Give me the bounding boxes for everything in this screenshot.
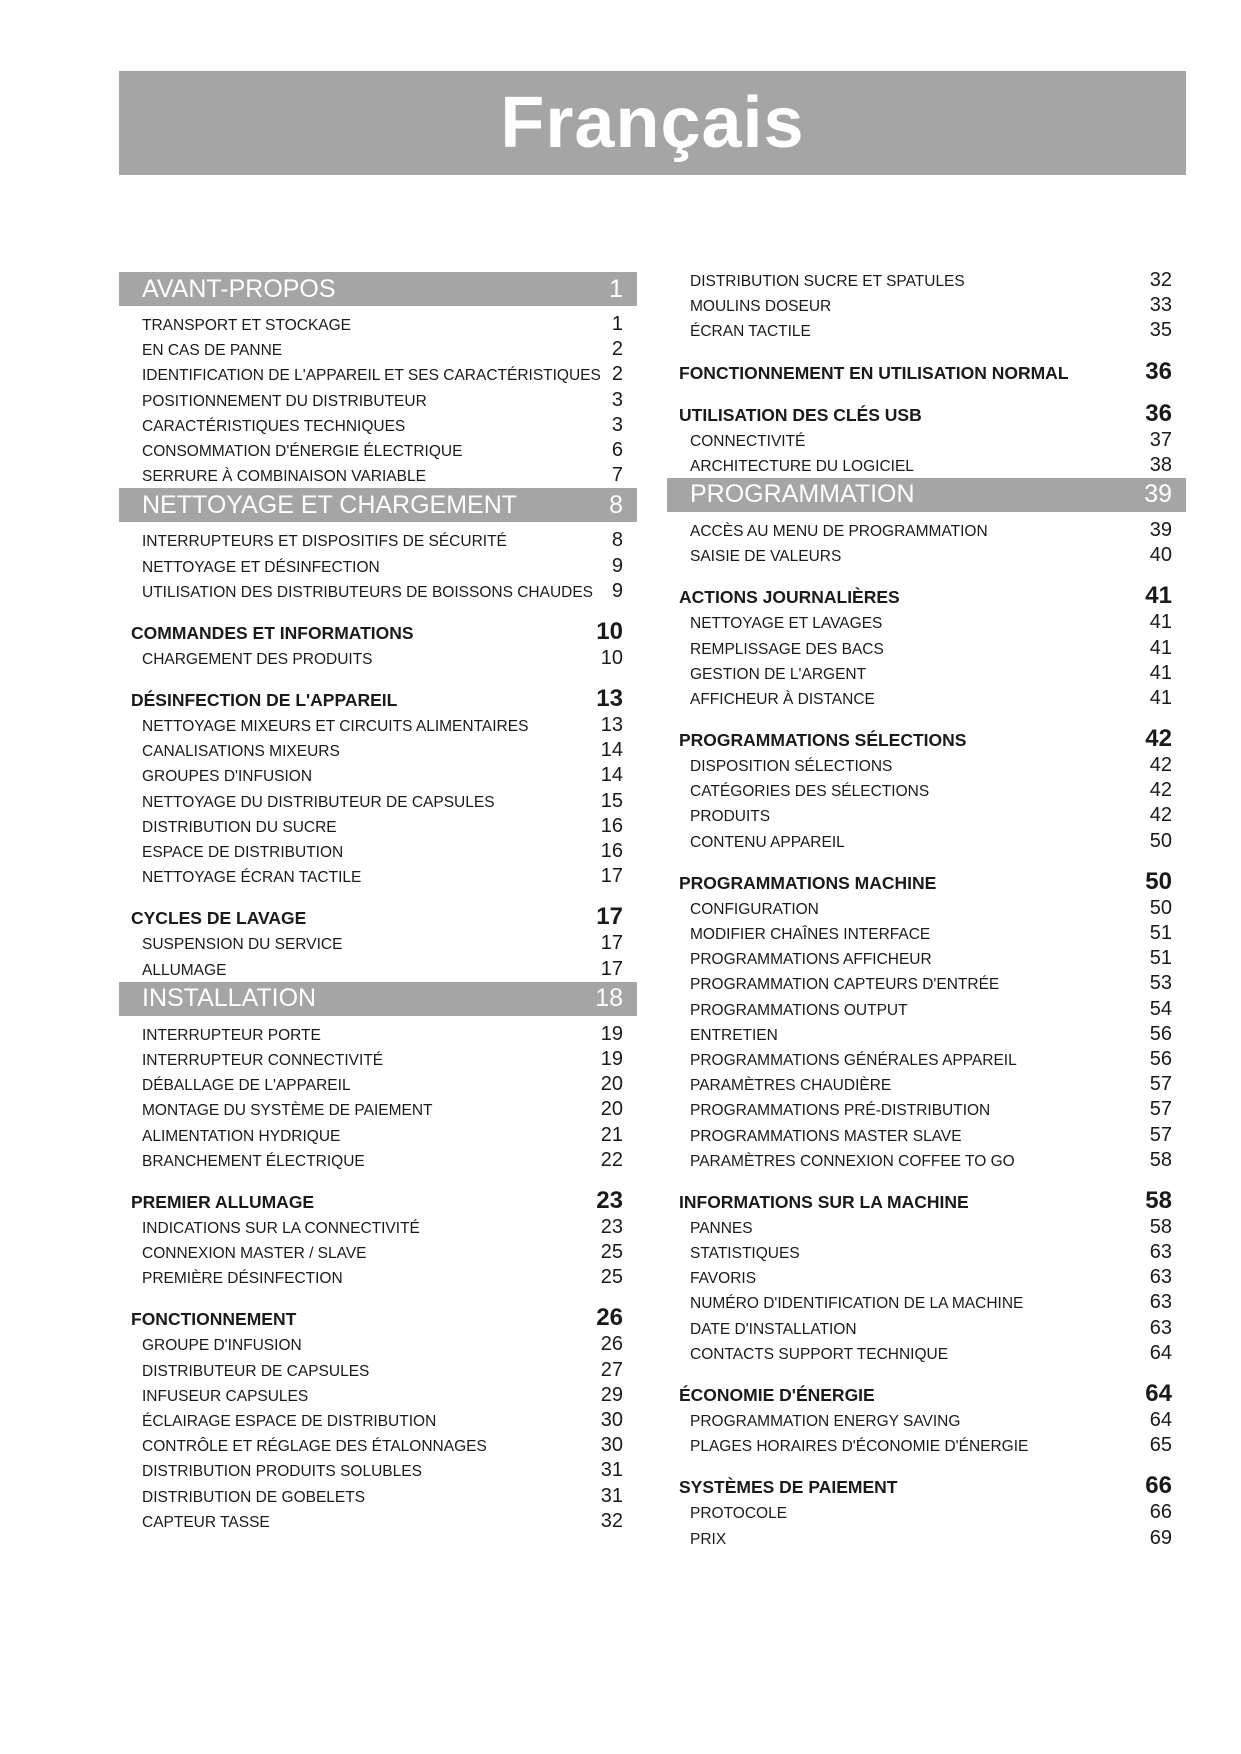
toc-page-number: 9 <box>611 579 623 602</box>
toc-entry[interactable] <box>667 1433 1186 1458</box>
toc-entry[interactable] <box>119 1433 637 1458</box>
toc-entry[interactable] <box>667 803 1186 828</box>
toc-label: INTERRUPTEURS ET DISPOSITIFS DE SÉCURITÉ <box>142 533 507 551</box>
toc-page-number: 57 <box>1149 1073 1172 1096</box>
toc-entry[interactable] <box>667 829 1186 854</box>
toc-page-number: 65 <box>1149 1434 1172 1457</box>
toc-page-number: 58 <box>1149 1148 1172 1171</box>
toc-page-number: 20 <box>600 1098 623 1121</box>
toc-page-number: 16 <box>600 840 623 862</box>
toc-label: PROGRAMMATIONS SÉLECTIONS <box>679 730 967 751</box>
toc-label: PROGRAMMATION ENERGY SAVING <box>690 1413 961 1430</box>
toc-page-number: 14 <box>600 764 623 787</box>
toc-entry[interactable] <box>667 1341 1186 1366</box>
toc-entry[interactable] <box>667 1316 1186 1341</box>
toc-label: NETTOYAGE ÉCRAN TACTILE <box>142 869 362 887</box>
toc-label: CONTENU APPAREIL <box>690 833 845 851</box>
toc-label: SERRURE À COMBINAISON VARIABLE <box>142 468 426 486</box>
toc-entry[interactable] <box>119 1383 637 1408</box>
toc-page-number: 53 <box>1149 972 1172 995</box>
toc-entry[interactable] <box>119 1240 637 1265</box>
toc-page-number: 42 <box>1149 754 1172 777</box>
toc-label: PARAMÈTRES CONNEXION COFFEE TO GO <box>690 1152 1015 1170</box>
toc-subsection[interactable] <box>667 1472 1186 1500</box>
toc-entry[interactable] <box>667 1215 1186 1240</box>
toc-entry[interactable] <box>119 528 637 553</box>
toc-page-number: 1 <box>609 274 623 303</box>
toc-entry[interactable] <box>667 428 1186 453</box>
toc-page-number: 27 <box>600 1358 623 1381</box>
toc-page-number: 41 <box>1149 611 1172 634</box>
toc-entry[interactable] <box>119 957 637 982</box>
toc-label: INTERRUPTEUR CONNECTIVITÉ <box>142 1051 384 1069</box>
toc-label: CHARGEMENT DES PRODUITS <box>142 650 373 668</box>
toc-label: CARACTÉRISTIQUES TECHNIQUES <box>142 417 406 435</box>
toc-entry[interactable] <box>119 1484 637 1509</box>
toc-section-header[interactable] <box>667 478 1186 512</box>
toc-label: ACCÈS AU MENU DE PROGRAMMATION <box>690 522 988 540</box>
toc-page-number: 38 <box>1149 453 1172 476</box>
toc-entry[interactable] <box>667 971 1186 996</box>
toc-page-number: 30 <box>600 1409 623 1431</box>
toc-entry[interactable] <box>119 337 637 362</box>
toc-label: CATÉGORIES DES SÉLECTIONS <box>690 783 930 801</box>
toc-label: PROGRAMMATIONS OUTPUT <box>690 1001 908 1019</box>
toc-page-number: 50 <box>1149 829 1172 852</box>
toc-entry[interactable] <box>667 1123 1186 1148</box>
toc-right-column <box>667 268 1186 1551</box>
toc-left-column <box>119 272 637 1534</box>
toc-page-number: 25 <box>600 1266 623 1289</box>
toc-label: AVANT-PROPOS <box>142 274 336 303</box>
toc-page-number: 42 <box>1145 725 1172 753</box>
toc-label: EN CAS DE PANNE <box>142 342 283 360</box>
toc-label: MODIFIER CHAÎNES INTERFACE <box>690 926 931 943</box>
toc-label: MOULINS DOSEUR <box>690 298 832 316</box>
toc-entry[interactable] <box>119 1509 637 1534</box>
toc-section-header[interactable] <box>119 272 637 306</box>
toc-page-number: 69 <box>1149 1526 1172 1549</box>
toc-page-number: 21 <box>600 1123 623 1146</box>
toc-page-number: 10 <box>600 646 623 669</box>
toc-label: ACTIONS JOURNALIÈRES <box>679 587 900 608</box>
toc-page-number: 42 <box>1149 804 1172 827</box>
toc-label: CONFIGURATION <box>690 900 819 918</box>
toc-page-number: 23 <box>596 1186 623 1214</box>
toc-page-number: 8 <box>611 529 623 552</box>
toc-page-number: 66 <box>1145 1472 1172 1500</box>
toc-page-number: 39 <box>1144 480 1172 509</box>
toc-label: CONNEXION MASTER / SLAVE <box>142 1245 367 1263</box>
toc-label: NUMÉRO D'IDENTIFICATION DE LA MACHINE <box>690 1295 1024 1313</box>
toc-label: FONCTIONNEMENT EN UTILISATION NORMAL <box>679 362 1069 383</box>
toc-page-number: 31 <box>600 1459 623 1482</box>
toc-label: ARCHITECTURE DU LOGICIEL <box>690 457 914 475</box>
toc-subsection[interactable] <box>667 1380 1186 1408</box>
toc-page-number: 17 <box>600 865 623 888</box>
toc-page-number: 25 <box>600 1241 623 1264</box>
toc-entry[interactable] <box>119 839 637 864</box>
toc-label: ÉCRAN TACTILE <box>690 323 811 341</box>
toc-page-number: 63 <box>1149 1266 1172 1289</box>
toc-label: DISTRIBUTION SUCRE ET SPATULES <box>690 273 965 290</box>
toc-entry[interactable] <box>119 1408 637 1433</box>
toc-label: TRANSPORT ET STOCKAGE <box>142 317 352 334</box>
toc-label: SYSTÈMES DE PAIEMENT <box>679 1477 898 1498</box>
toc-label: DISPOSITION SÉLECTIONS <box>690 758 893 776</box>
toc-entry[interactable] <box>667 610 1186 635</box>
toc-entry[interactable] <box>667 661 1186 686</box>
toc-page-number: 50 <box>1145 867 1172 895</box>
toc-entry[interactable] <box>667 1072 1186 1097</box>
toc-entry[interactable] <box>119 362 637 387</box>
toc-page-number: 3 <box>611 388 623 411</box>
toc-entry[interactable] <box>119 713 637 738</box>
toc-page-number: 14 <box>600 739 623 762</box>
toc-page-number: 17 <box>600 932 623 955</box>
toc-label: NETTOYAGE ET LAVAGES <box>690 615 883 633</box>
toc-label: ÉCLAIRAGE ESPACE DE DISTRIBUTION <box>142 1413 437 1430</box>
toc-label: DISTRIBUTION DU SUCRE <box>142 818 337 836</box>
toc-page-number: 26 <box>596 1304 623 1332</box>
toc-label: REMPLISSAGE DES BACS <box>690 640 884 658</box>
toc-entry[interactable] <box>667 1022 1186 1047</box>
toc-entry[interactable] <box>119 1047 637 1072</box>
toc-subsection[interactable] <box>119 1304 637 1332</box>
toc-label: STATISTIQUES <box>690 1245 800 1263</box>
toc-entry[interactable] <box>667 543 1186 568</box>
toc-page-number: 8 <box>609 490 623 519</box>
toc-page-number: 57 <box>1149 1123 1172 1146</box>
toc-entry[interactable] <box>119 579 637 604</box>
toc-page-number: 64 <box>1149 1341 1172 1364</box>
toc-entry[interactable] <box>119 1358 637 1383</box>
toc-page-number: 2 <box>611 363 623 386</box>
toc-label: GROUPE D'INFUSION <box>142 1337 302 1355</box>
toc-entry[interactable] <box>667 293 1186 318</box>
toc-page-number: 63 <box>1149 1316 1172 1339</box>
toc-page-number: 58 <box>1149 1215 1172 1238</box>
toc-entry[interactable] <box>667 1526 1186 1551</box>
toc-label: POSITIONNEMENT DU DISTRIBUTEUR <box>142 392 427 410</box>
toc-label: GESTION DE L'ARGENT <box>690 665 867 683</box>
toc-label: NETTOYAGE DU DISTRIBUTEUR DE CAPSULES <box>142 793 495 811</box>
toc-page-number: 31 <box>600 1484 623 1507</box>
toc-entry[interactable] <box>119 1265 637 1290</box>
toc-entry[interactable] <box>667 518 1186 543</box>
toc-page-number: 35 <box>1149 319 1172 342</box>
toc-label: DISTRIBUTEUR DE CAPSULES <box>142 1362 370 1380</box>
toc-page-number: 64 <box>1149 1409 1172 1431</box>
toc-page-number: 41 <box>1149 636 1172 659</box>
toc-entry[interactable] <box>667 1240 1186 1265</box>
toc-entry[interactable] <box>119 1332 637 1357</box>
toc-entry[interactable] <box>667 1408 1186 1433</box>
toc-subsection[interactable] <box>667 400 1186 428</box>
toc-label: CONTRÔLE ET RÉGLAGE DES ÉTALONNAGES <box>142 1438 487 1456</box>
toc-entry[interactable] <box>119 312 637 337</box>
toc-page-number: 51 <box>1149 947 1172 970</box>
toc-page-number: 2 <box>611 338 623 361</box>
toc-label: INFORMATIONS SUR LA MACHINE <box>679 1191 969 1212</box>
toc-label: PANNES <box>690 1219 753 1237</box>
toc-page-number: 3 <box>611 413 623 436</box>
toc-page-number: 7 <box>611 464 623 487</box>
toc-label: NETTOYAGE MIXEURS ET CIRCUITS ALIMENTAIRES <box>142 718 529 736</box>
toc-subsection[interactable] <box>667 868 1186 896</box>
toc-label: PROGRAMMATIONS MACHINE <box>679 872 937 893</box>
toc-entry[interactable] <box>667 997 1186 1022</box>
toc-label: PROGRAMMATIONS GÉNÉRALES APPAREIL <box>690 1051 1017 1069</box>
toc-label: COMMANDES ET INFORMATIONS <box>131 622 414 643</box>
toc-label: DISTRIBUTION PRODUITS SOLUBLES <box>142 1463 422 1481</box>
toc-label: MONTAGE DU SYSTÈME DE PAIEMENT <box>142 1102 433 1120</box>
toc-entry[interactable] <box>119 438 637 463</box>
toc-page-number: 6 <box>611 438 623 461</box>
toc-label: INFUSEUR CAPSULES <box>142 1387 309 1405</box>
toc-label: ALLUMAGE <box>142 961 227 979</box>
toc-page-number: 54 <box>1149 997 1172 1020</box>
toc-page-number: 33 <box>1149 294 1172 317</box>
toc-subsection[interactable] <box>119 903 637 931</box>
toc-page-number: 42 <box>1149 779 1172 802</box>
toc-entry[interactable] <box>667 1500 1186 1525</box>
toc-label: GROUPES D'INFUSION <box>142 768 313 786</box>
toc-entry[interactable] <box>119 1148 637 1173</box>
toc-label: PRODUITS <box>690 808 771 826</box>
toc-entry[interactable] <box>667 1148 1186 1173</box>
toc-page-number: 13 <box>600 714 623 737</box>
toc-page-number: 32 <box>1149 269 1172 291</box>
toc-entry[interactable] <box>119 1097 637 1122</box>
toc-entry[interactable] <box>119 763 637 788</box>
toc-label: BRANCHEMENT ÉLECTRIQUE <box>142 1152 365 1170</box>
toc-label: CANALISATIONS MIXEURS <box>142 743 340 761</box>
toc-page-number: 56 <box>1149 1022 1172 1045</box>
toc-page-number: 37 <box>1149 428 1172 451</box>
toc-entry[interactable] <box>667 686 1186 711</box>
toc-page-number: 57 <box>1149 1098 1172 1121</box>
toc-subsection[interactable] <box>119 685 637 713</box>
toc-entry[interactable] <box>119 1215 637 1240</box>
toc-subsection[interactable] <box>667 582 1186 610</box>
toc-label: FAVORIS <box>690 1270 757 1288</box>
toc-page-number: 1 <box>611 313 623 335</box>
page-title: Français <box>500 83 805 163</box>
toc-entry[interactable] <box>667 453 1186 478</box>
toc-label: CYCLES DE LAVAGE <box>131 908 307 929</box>
toc-label: INTERRUPTEUR PORTE <box>142 1026 321 1044</box>
toc-label: NETTOYAGE ET DÉSINFECTION <box>142 558 380 576</box>
toc-label: PROGRAMMATION CAPTEURS D'ENTRÉE <box>690 976 1000 994</box>
toc-page-number: 26 <box>600 1333 623 1356</box>
toc-label: PROGRAMMATIONS AFFICHEUR <box>690 951 932 969</box>
toc-page-number: 29 <box>600 1383 623 1406</box>
toc-label: UTILISATION DES CLÉS USB <box>679 404 922 425</box>
toc-label: CONTACTS SUPPORT TECHNIQUE <box>690 1345 949 1363</box>
toc-page-number: 19 <box>600 1047 623 1070</box>
toc-label: INSTALLATION <box>142 984 317 1013</box>
toc-label: DÉSINFECTION DE L'APPAREIL <box>131 690 398 711</box>
toc-entry[interactable] <box>119 789 637 814</box>
toc-page-number: 66 <box>1149 1501 1172 1524</box>
toc-label: UTILISATION DES DISTRIBUTEURS DE BOISSONS CHAUDES <box>142 583 594 601</box>
toc-page-number: 13 <box>596 685 623 713</box>
toc-entry[interactable] <box>119 1123 637 1148</box>
toc-label: FONCTIONNEMENT <box>131 1309 297 1330</box>
toc-label: INDICATIONS SUR LA CONNECTIVITÉ <box>142 1219 420 1237</box>
toc-page-number: 32 <box>600 1509 623 1532</box>
toc-entry[interactable] <box>667 1047 1186 1072</box>
toc-entry[interactable] <box>667 636 1186 661</box>
toc-page-number: 50 <box>1149 896 1172 919</box>
toc-page-number: 15 <box>600 789 623 812</box>
toc-entry[interactable] <box>667 268 1186 293</box>
toc-label: ESPACE DE DISTRIBUTION <box>142 844 344 861</box>
toc-entry[interactable] <box>119 1458 637 1483</box>
toc-entry[interactable] <box>119 463 637 488</box>
title-banner <box>119 71 1186 175</box>
toc-page-number: 40 <box>1149 544 1172 567</box>
toc-entry[interactable] <box>119 738 637 763</box>
toc-section-header[interactable] <box>119 488 637 522</box>
toc-page-number: 10 <box>596 617 623 645</box>
toc-label: CONSOMMATION D'ÉNERGIE ÉLECTRIQUE <box>142 442 463 460</box>
toc-page-number: 41 <box>1149 661 1172 684</box>
toc-page-number: 41 <box>1149 686 1172 709</box>
toc-subsection[interactable] <box>667 725 1186 753</box>
toc-page-number: 20 <box>600 1073 623 1096</box>
toc-page-number: 23 <box>600 1215 623 1238</box>
toc-page-number: 58 <box>1145 1186 1172 1214</box>
toc-entry[interactable] <box>667 921 1186 946</box>
toc-page-number: 36 <box>1145 357 1172 385</box>
toc-label: ALIMENTATION HYDRIQUE <box>142 1127 341 1145</box>
toc-label: PREMIÈRE DÉSINFECTION <box>142 1270 343 1288</box>
toc-entry[interactable] <box>119 388 637 413</box>
toc-page-number: 19 <box>600 1022 623 1045</box>
toc-label: SAISIE DE VALEURS <box>690 548 842 566</box>
toc-page-number: 63 <box>1149 1291 1172 1314</box>
toc-section-header[interactable] <box>119 982 637 1016</box>
toc-entry[interactable] <box>667 1097 1186 1122</box>
toc-label: PROGRAMMATION <box>690 480 915 509</box>
toc-page-number: 39 <box>1149 518 1172 541</box>
toc-subsection[interactable] <box>119 618 637 646</box>
toc-page-number: 64 <box>1145 1380 1172 1407</box>
toc-label: CAPTEUR TASSE <box>142 1513 270 1531</box>
toc-label: DATE D'INSTALLATION <box>690 1320 857 1338</box>
toc-entry[interactable] <box>119 814 637 839</box>
toc-subsection[interactable] <box>667 358 1186 386</box>
toc-entry[interactable] <box>667 778 1186 803</box>
toc-entry[interactable] <box>667 318 1186 343</box>
toc-label: PROTOCOLE <box>690 1505 788 1523</box>
toc-page-number: 18 <box>595 984 623 1013</box>
toc-label: ENTRETIEN <box>690 1026 778 1044</box>
toc-label: PROGRAMMATIONS MASTER SLAVE <box>690 1127 962 1145</box>
toc-label: CONNECTIVITÉ <box>690 432 806 450</box>
toc-label: PARAMÈTRES CHAUDIÈRE <box>690 1077 892 1095</box>
toc-label: ÉCONOMIE D'ÉNERGIE <box>679 1385 875 1405</box>
toc-subsection[interactable] <box>119 1187 637 1215</box>
toc-page-number: 51 <box>1149 922 1172 944</box>
toc-entry[interactable] <box>667 753 1186 778</box>
toc-entry[interactable] <box>119 413 637 438</box>
toc-entry[interactable] <box>119 1072 637 1097</box>
toc-page-number: 56 <box>1149 1047 1172 1070</box>
toc-entry[interactable] <box>119 646 637 671</box>
toc-page-number: 16 <box>600 814 623 837</box>
toc-entry[interactable] <box>667 896 1186 921</box>
toc-label: DISTRIBUTION DE GOBELETS <box>142 1488 366 1506</box>
toc-entry[interactable] <box>119 931 637 956</box>
toc-entry[interactable] <box>667 946 1186 971</box>
toc-page-number: 63 <box>1149 1241 1172 1264</box>
toc-page-number: 17 <box>596 903 623 931</box>
toc-entry[interactable] <box>119 1022 637 1047</box>
toc-page-number: 30 <box>600 1434 623 1457</box>
toc-label: PRIX <box>690 1530 727 1548</box>
toc-label: AFFICHEUR À DISTANCE <box>690 690 875 708</box>
toc-page-number: 36 <box>1145 399 1172 427</box>
toc-page-number: 22 <box>600 1148 623 1171</box>
toc-label: PLAGES HORAIRES D'ÉCONOMIE D'ÉNERGIE <box>690 1438 1029 1456</box>
toc-page-number: 17 <box>600 957 623 980</box>
toc-label: SUSPENSION DU SERVICE <box>142 936 343 954</box>
toc-label: NETTOYAGE ET CHARGEMENT <box>142 490 518 519</box>
toc-label: IDENTIFICATION DE L'APPAREIL ET SES CARACTÉRISTIQUES <box>142 367 601 385</box>
toc-label: DÉBALLAGE DE L'APPAREIL <box>142 1077 351 1095</box>
toc-page-number: 41 <box>1145 582 1172 610</box>
toc-entry[interactable] <box>667 1265 1186 1290</box>
toc-entry[interactable] <box>667 1290 1186 1315</box>
toc-entry[interactable] <box>119 554 637 579</box>
toc-label: PREMIER ALLUMAGE <box>131 1191 315 1212</box>
toc-subsection[interactable] <box>667 1187 1186 1215</box>
toc-entry[interactable] <box>119 864 637 889</box>
toc-page-number: 9 <box>611 554 623 577</box>
toc-label: PROGRAMMATIONS PRÉ-DISTRIBUTION <box>690 1102 991 1120</box>
